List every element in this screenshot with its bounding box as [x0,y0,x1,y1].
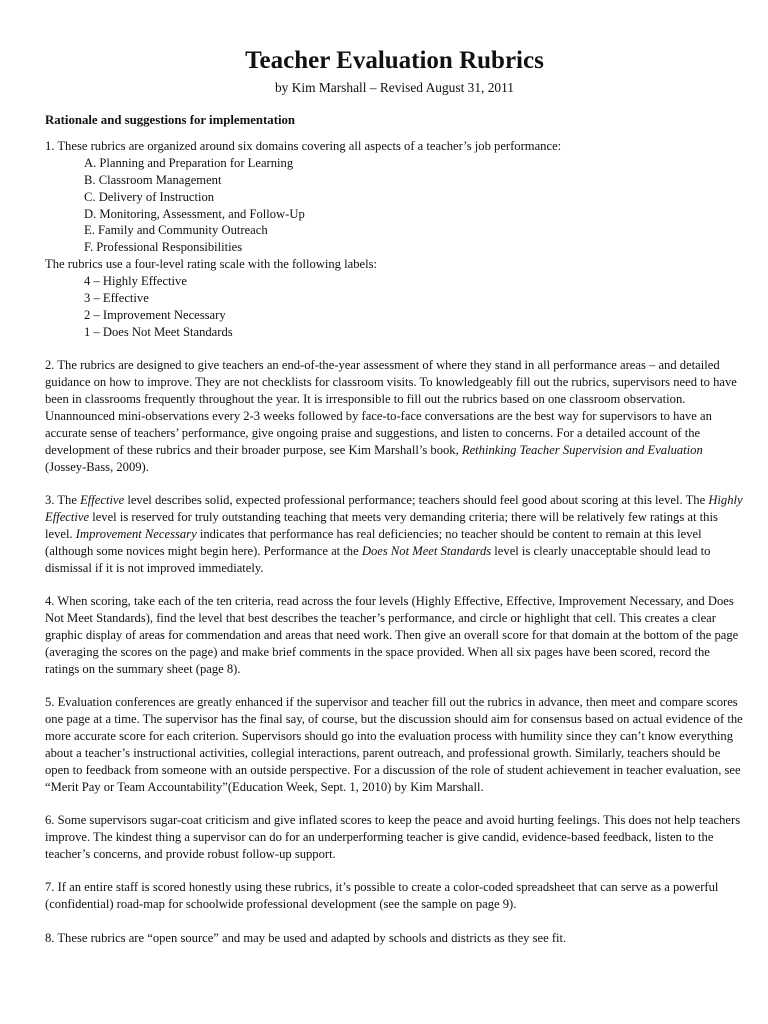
rating-level-item: 1 – Does Not Meet Standards [84,324,233,339]
paragraph-8: 8. These rubrics are “open source” and may be used and adapted by schools and districts as they see fit. [45,930,567,945]
rating-level-item: 2 – Improvement Necessary [84,307,226,322]
book-title: Rethinking Teacher Supervision and Evaluation [461,442,703,457]
paragraph-3-text: 3. The [45,493,81,508]
domain-item: E. Family and Community Outreach [84,223,268,238]
domains-intro: 1. These rubrics are organized around six domains covering all aspects of a teacher’s job performance: [45,138,562,153]
domain-list [45,155,744,256]
paragraph-1 [45,138,744,341]
domain-item: B. Classroom Management [84,172,222,187]
paragraph-7: 7. If an entire staff is scored honestly using these rubrics, it’s possible to create a color-coded spreadsheet that can serve as a powerful (confidential) road-map for schoolwide professional development (see the sample on page 9). [45,880,719,912]
paragraph-3-text: level is clearly unacceptable should lead to dismissal if it is not improved immediately. [45,543,711,575]
paragraph-2-text: 2. The rubrics are designed to give teachers an end-of-the-year assessment of where they stand in all performance areas – and detailed guidance on how to improve. They are not checklists for classroom visits. To knowledgeably fill out the rubrics, supervisors need to have been in classrooms frequently throughout the year. It is irresponsible to fill out the rubrics based on one classroom observation. Unannounced mini-observations every 2-3 weeks followed by face-to-face conversations are the best way for supervisors to have an accurate sense of teachers’ performance, give ongoing praise and suggestions, and listen to concerns. For a detailed account of the development of these rubrics and their broader purpose, see Kim Marshall’s book, [45,358,737,457]
document-byline: by Kim Marshall – Revised August 31, 2011 [274,80,515,95]
section-heading: Rationale and suggestions for implementation [45,113,296,127]
term-improvement-necessary: Improvement Necessary [75,526,197,541]
paragraph-6: 6. Some supervisors sugar-coat criticism and give inflated scores to keep the peace and avoid hurting feelings. This does not help teachers improve. The kindest thing a supervisor can do for an underperforming teacher is give candid, evidence-based feedback, listen to the teacher’s concerns, and provide robust follow-up support. [45,813,741,861]
scale-intro: The rubrics use a four-level rating scale with the following labels: [45,257,377,272]
paragraph-3 [45,492,744,577]
paragraph-2 [45,357,744,475]
paragraph-4: 4. When scoring, take each of the ten criteria, read across the four levels (Highly Effective, Effective, Improvement Necessary, and Does Not Meet Standards), find the level that best describes the teacher’s performance, and circle or highlight that cell. This creates a clear graphic display of areas for commendation and areas that need work. Then give an overall score for that domain at the bottom of the page (averaging the scores on the page) and make brief comments in the space provided. When all six pages have been scored, record the ratings on the summary sheet (page 8). [45,594,739,676]
rating-level-list [45,273,744,341]
paragraph-3-text: level is reserved for truly outstanding teaching that meets very demanding criteria; there will be relatively few ratings at this level. [45,510,718,541]
paragraph-3-text: indicates that performance has real deficiencies; no teacher should be content to remain at this level (although some novices might begin here). Performance at the [45,526,702,558]
rating-level-item: 3 – Effective [84,291,149,306]
document-title: Teacher Evaluation Rubrics [245,47,544,74]
paragraph-3-text: level describes solid, expected professional performance; teachers should feel good about scoring at this level. The [124,493,709,508]
domain-item: C. Delivery of Instruction [84,189,215,204]
term-effective: Effective [80,493,125,508]
paragraph-2-tail: (Jossey-Bass, 2009). [45,459,149,474]
term-highly-effective: Highly Effective [45,493,743,525]
domain-item: F. Professional Responsibilities [84,240,243,255]
term-does-not-meet-standards: Does Not Meet Standards [361,543,492,558]
rating-level-item: 4 – Highly Effective [84,274,187,289]
domain-item: A. Planning and Preparation for Learning [84,155,294,170]
paragraph-5: 5. Evaluation conferences are greatly enhanced if the supervisor and teacher fill out the rubrics in advance, then meet and compare scores one page at a time. The supervisor has the final say, of course, but the discussion should aim for consensus based on actual evidence of the more accurate score for each criterion. Supervisors should go into the evaluation process with humility since they can’t know everything about a teacher’s instructional activities, collegial interactions, parent outreach, and professional growth. Similarly, teachers should be open to feedback from someone with an outside perspective. For a discussion of the role of student achievement in teacher evaluation, see “Merit Pay or Team Accountability”(Education Week, Sept. 1, 2010) by Kim Marshall. [45,695,743,794]
domain-item: D. Monitoring, Assessment, and Follow-Up [84,206,305,221]
